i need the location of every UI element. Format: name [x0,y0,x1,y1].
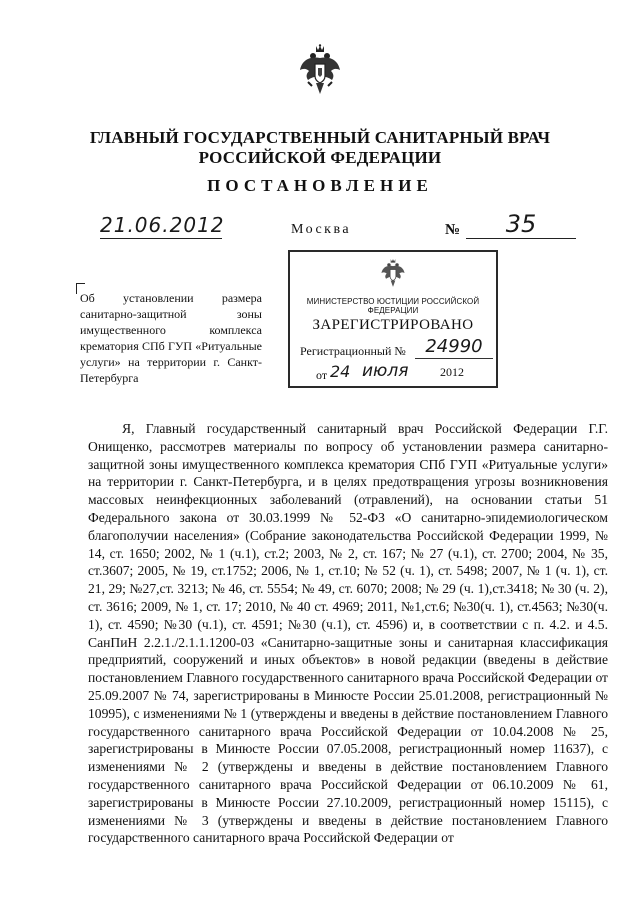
document-subject: Об установлении размера санитарно-защитной зоны имущественного комплекса крематория СПб ГУП «Ритуальные услуги» на территории г. Санкт-Петербурга [80,291,262,385]
document-type: ПОСТАНОВЛЕНИЕ [207,176,433,195]
stamp-date-day: 24 [330,362,351,381]
stamp-coat-of-arms-icon [379,258,407,288]
document-date: 21.06.2012 [100,213,225,237]
stamp-date-month: июля [362,361,409,381]
stamp-reg-label: Регистрационный № [300,344,406,358]
document-city: Москва [291,222,352,237]
document-body: Я, Главный государственный санитарный врач Российской Федерации Г.Г. Онищенко, рассмотрев материалы по вопросу об установлении размера санитарно-защитной зоны имущественного комплекса крематория СПб ГУП «Ритуальные услуги» на территории г. Санкт-Петербурга, и в целях предотвращения угрозы возникновения массовых неинфекционных заболеваний (отравлений), на основании статьи 51 Федерального закона от 30.03.1999 № 52-ФЗ «О санитарно-эпидемиологическом благополучии населения» (Собрание законодательства Российской Федерации 1999, № 14, ст. 1650; 2002, № 1 (ч.1), ст.2; 2003, № 2, ст. 167; № 27 (ч.1), ст. 2700; 2004, № 35, ст.3607; 2005, № 19, ст.1752; 2006, № 1, ст.10; № 52 (ч. 1), ст. 5498; 2007, № 1 (ч. 1), ст. 21, 29; №27,ст. 3213; № 46, ст. 5554; № 49, ст. 6070; 2008; № 29 (ч. 1),ст.3418; № 30 (ч. 2), ст. 3616; 2009, № 1, ст. 17; 2010, № 40 ст. 4969; 2011, №1,ст.6; №30(ч. 1), ст.4563; №30(ч. 1), ст. 4590; №30 (ч.1), ст. 4591; №30 (ч.1), ст. 4596) и, в соответствии с п. 4.2. и 4.5. СанПиН 2.2.1./2.1.1.1200-03 «Санитарно-защитные зоны и санитарная классификация предприятий, сооружений и иных объектов» в новой редакции (введены в действие постановлением Главного государственного санитарного врача Российской Федерации от 25.09.2007 № 74, зарегистрированы в Минюсте России 25.01.2008, регистрационный № 10995), с изменениями № 1 (утверждены и введены в действие постановлением Главного государственного санитарного врача Российской Федерации от 10.04.2008 № 25, зарегистрированы в Минюсте России 07.05.2008, регистрационный номер 11637), с изменениями № 2 (утверждены и введены в действие постановлением Главного государственного санитарного врача Российской Федерации от 06.10.2009 № 61, зарегистрированы в Минюсте России 27.10.2009, регистрационный номер 15115), с изменениями № 3 (утверждены и введены в действие постановлением Главного государственного санитарного врача Российской Федерации от [88,421,608,846]
stamp-date-year: 2012 [440,365,464,379]
coat-of-arms-icon [298,44,342,96]
stamp-ministry: МИНИСТЕРСТВО ЮСТИЦИИ РОССИЙСКОЙ ФЕДЕРАЦИИ [306,297,480,315]
document-number: 35 [466,210,576,239]
stamp-registered: ЗАРЕГИСТРИРОВАНО [312,317,474,333]
stamp-reg-number: 24990 [415,336,493,359]
stamp-date-label: от [316,368,328,382]
authority-line-1: ГЛАВНЫЙ ГОСУДАРСТВЕННЫЙ САНИТАРНЫЙ ВРАЧ [89,128,551,147]
authority-line-2: РОССИЙСКОЙ ФЕДЕРАЦИИ [198,148,442,167]
number-sign: № [445,222,461,238]
issuing-authority [0,128,640,168]
registration-stamp [288,250,498,388]
